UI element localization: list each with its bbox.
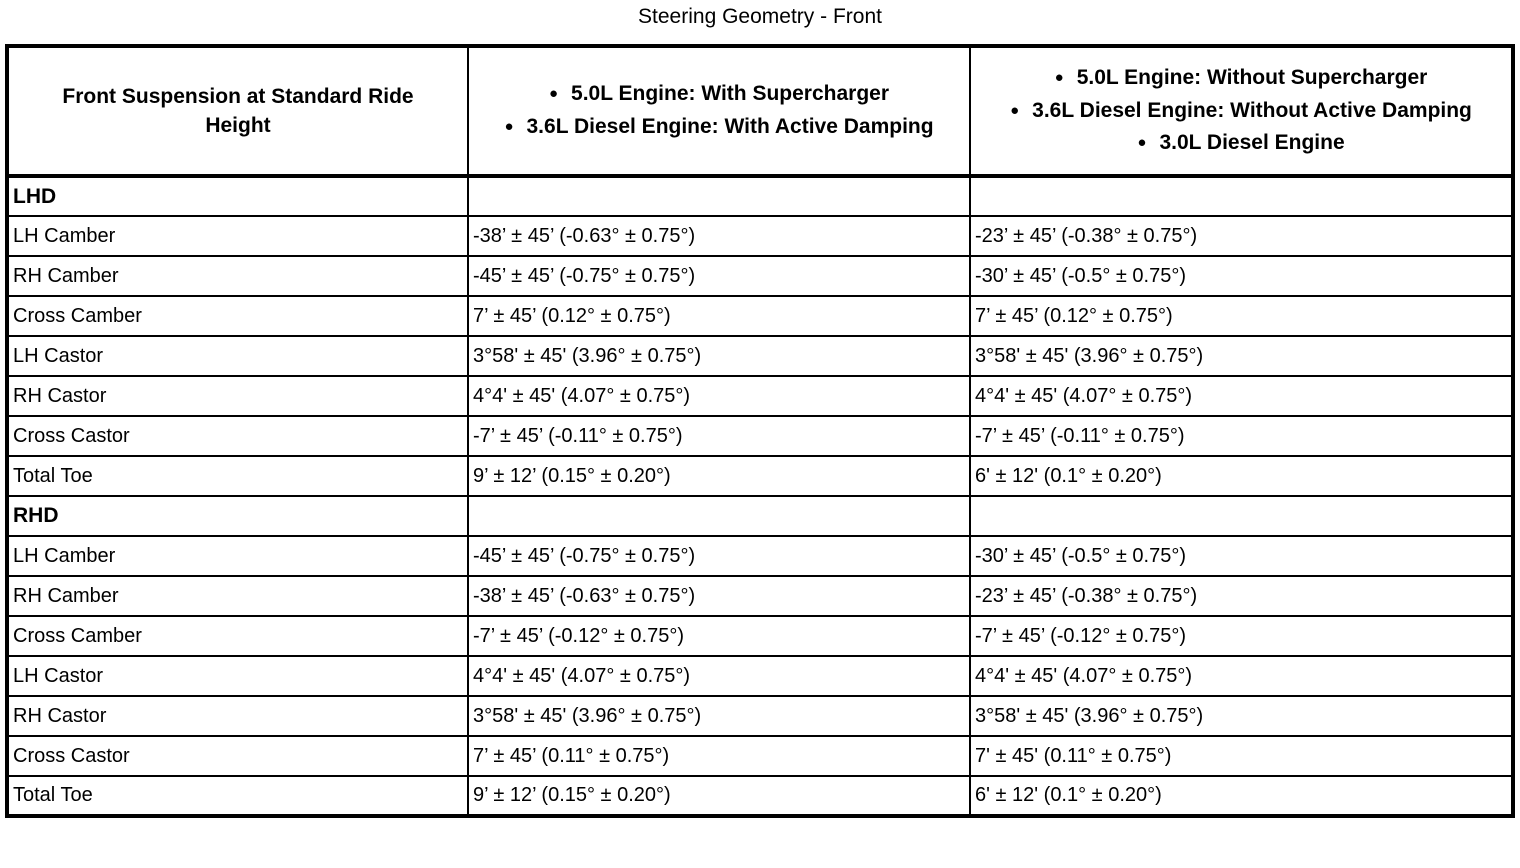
spec-table [5,44,1515,818]
row-label: RH Castor [7,696,468,736]
spec-value-without: 4°4' ± 45' (4.07° ± 0.75°) [970,376,1513,416]
table-row [7,616,1513,656]
table-header-row [7,46,1513,176]
table-row [7,776,1513,816]
bullet-icon: ● [1010,101,1020,119]
table-row [7,536,1513,576]
row-label: LH Camber [7,536,468,576]
col-header-with-supercharger [468,46,970,176]
bullet-text: 3.6L Diesel Engine: With Active Damping [526,115,934,138]
table-row [7,456,1513,496]
spec-value-without: -7’ ± 45’ (-0.11° ± 0.75°) [970,416,1513,456]
row-label: Cross Castor [7,416,468,456]
spec-value-with: 9’ ± 12’ (0.15° ± 0.20°) [468,776,970,816]
bullet-text: 5.0L Engine: Without Supercharger [1076,66,1428,90]
row-label: RH Camber [7,576,468,616]
section-label: RHD [7,496,468,536]
table-row [7,696,1513,736]
table-row [7,296,1513,336]
spec-value-without: -30’ ± 45’ (-0.5° ± 0.75°) [970,256,1513,296]
page-title: Steering Geometry - Front [638,5,882,28]
table-body [7,176,1513,816]
spec-value-with: 4°4' ± 45' (4.07° ± 0.75°) [468,376,970,416]
spec-value-without: -23’ ± 45’ (-0.38° ± 0.75°) [970,576,1513,616]
bullet-icon: ● [548,85,559,103]
spec-value-without: 7’ ± 45’ (0.12° ± 0.75°) [970,296,1513,336]
section-label: LHD [7,176,468,216]
bullet-icon: ● [1054,69,1064,87]
empty-cell [468,176,970,216]
col-header-without-supercharger [970,46,1513,176]
table-row [7,416,1513,456]
spec-value-without: 3°58' ± 45' (3.96° ± 0.75°) [970,336,1513,376]
row-label: LH Camber [7,216,468,256]
spec-value-without: -23’ ± 45’ (-0.38° ± 0.75°) [970,216,1513,256]
bullet-icon: ● [1137,134,1147,152]
bullet-text: 3.6L Diesel Engine: Without Active Damping [1032,98,1472,122]
spec-value-with: -45’ ± 45’ (-0.75° ± 0.75°) [468,256,970,296]
row-label: Total Toe [7,776,468,816]
spec-value-with: 3°58' ± 45' (3.96° ± 0.75°) [468,696,970,736]
row-label: LH Castor [7,336,468,376]
spec-value-without: -7’ ± 45’ (-0.12° ± 0.75°) [970,616,1513,656]
engine-bullet-item [995,127,1487,160]
spec-value-with: -7’ ± 45’ (-0.11° ± 0.75°) [468,416,970,456]
row-label: Total Toe [7,456,468,496]
engine-bullet-item [490,78,948,111]
row-label: LH Castor [7,656,468,696]
bullet-text: 5.0L Engine: With Supercharger [571,82,890,106]
row-label: Cross Camber [7,616,468,656]
engine-bullet-item [995,95,1487,128]
spec-value-without: 3°58' ± 45' (3.96° ± 0.75°) [970,696,1513,736]
empty-cell [970,176,1513,216]
col-header-front-suspension [7,46,468,176]
spec-value-with: 7’ ± 45’ (0.11° ± 0.75°) [468,736,970,776]
col-header-text: Front Suspension at Standard Ride Height [62,84,414,137]
empty-cell [970,496,1513,536]
spec-value-with: 3°58' ± 45' (3.96° ± 0.75°) [468,336,970,376]
spec-value-with: -7’ ± 45’ (-0.12° ± 0.75°) [468,616,970,656]
spec-value-without: -30’ ± 45’ (-0.5° ± 0.75°) [970,536,1513,576]
bullet-text: 3.0L Diesel Engine [1159,131,1345,155]
spec-value-without: 6' ± 12' (0.1° ± 0.20°) [970,456,1513,496]
bullet-icon: ● [504,118,514,135]
table-row [7,576,1513,616]
engine-bullet-item [490,111,948,144]
spec-value-without: 7' ± 45' (0.11° ± 0.75°) [970,736,1513,776]
row-label: Cross Castor [7,736,468,776]
spec-value-without: 6' ± 12' (0.1° ± 0.20°) [970,776,1513,816]
spec-value-without: 4°4' ± 45' (4.07° ± 0.75°) [970,656,1513,696]
spec-value-with: 7’ ± 45’ (0.12° ± 0.75°) [468,296,970,336]
empty-cell [468,496,970,536]
table-row [7,376,1513,416]
spec-value-with: -38’ ± 45’ (-0.63° ± 0.75°) [468,576,970,616]
table-row [7,736,1513,776]
section-header-row [7,496,1513,536]
engine-bullet-item [995,62,1487,95]
spec-value-with: -38’ ± 45’ (-0.63° ± 0.75°) [468,216,970,256]
spec-value-with: -45’ ± 45’ (-0.75° ± 0.75°) [468,536,970,576]
table-row [7,256,1513,296]
table-row [7,216,1513,256]
table-row [7,656,1513,696]
section-header-row [7,176,1513,216]
spec-value-with: 9’ ± 12’ (0.15° ± 0.20°) [468,456,970,496]
spec-value-with: 4°4' ± 45' (4.07° ± 0.75°) [468,656,970,696]
row-label: Cross Camber [7,296,468,336]
table-row [7,336,1513,376]
row-label: RH Camber [7,256,468,296]
row-label: RH Castor [7,376,468,416]
